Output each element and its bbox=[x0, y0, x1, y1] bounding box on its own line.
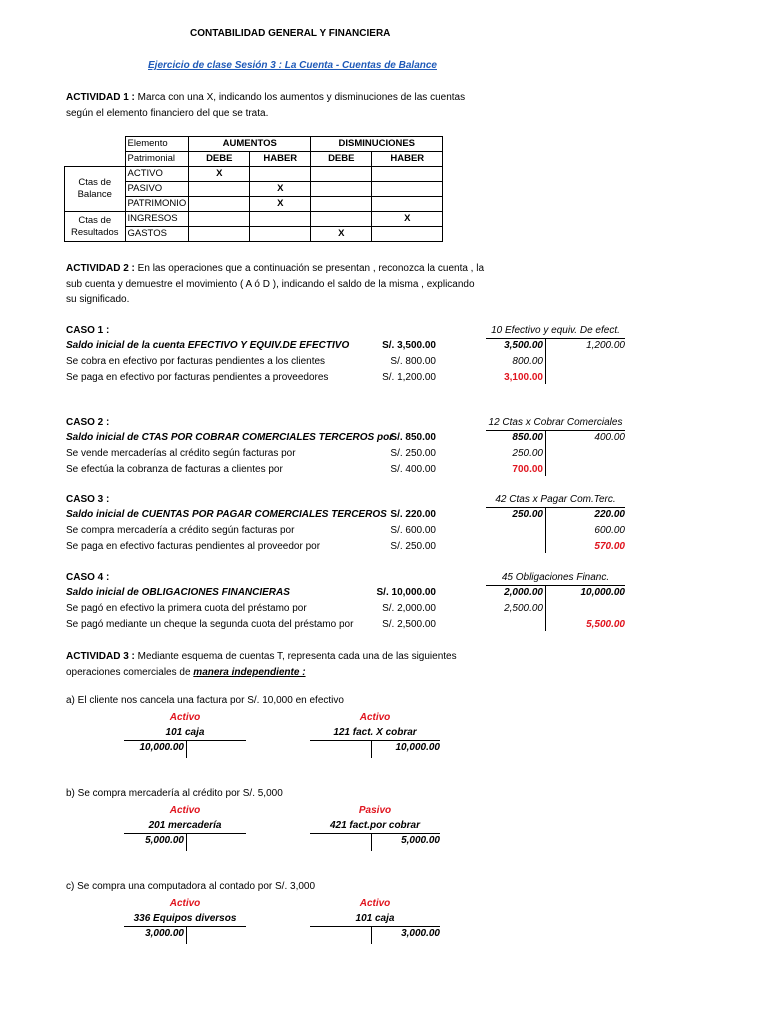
case-line-text: Se efectúa la cobranza de facturas a clientes por bbox=[66, 464, 283, 475]
t-debe-value: 2,500.00 bbox=[504, 603, 543, 614]
t-account-vline bbox=[545, 507, 546, 553]
t-haber-value: 220.00 bbox=[594, 509, 625, 520]
case-line-amount: S/. 250.00 bbox=[390, 448, 436, 459]
case-line-text: Saldo inicial de CUENTAS POR PAGAR COMERCIALES TERCEROS bbox=[66, 509, 387, 520]
balance-value: 5,500.00 bbox=[586, 619, 625, 630]
case-line-text: Se pagó mediante un cheque la segunda cuota del préstamo por bbox=[66, 619, 354, 630]
balance-value: 700.00 bbox=[512, 464, 543, 475]
t-account-name: 101 caja bbox=[165, 727, 205, 738]
case-label: CASO 4 : bbox=[66, 572, 110, 583]
t-account-name: 201 mercadería bbox=[148, 820, 222, 831]
t-haber-value: 10,000.00 bbox=[580, 587, 625, 598]
t-debe-value: 2,000.00 bbox=[504, 587, 543, 598]
group-resultados: Ctas de Resultados bbox=[65, 212, 126, 242]
case-line-text: Se paga en efectivo por facturas pendientes a proveedores bbox=[66, 372, 329, 383]
case-label: CASO 2 : bbox=[66, 417, 110, 428]
t-account-hline bbox=[486, 430, 625, 431]
t-account-hline bbox=[486, 338, 625, 339]
case-line-amount: S/. 600.00 bbox=[390, 525, 436, 536]
t-account-vline bbox=[371, 833, 372, 851]
t-haber-value: 600.00 bbox=[594, 525, 625, 536]
case-line-amount: S/. 10,000.00 bbox=[376, 587, 436, 598]
case-line-amount: S/. 400.00 bbox=[390, 464, 436, 475]
t-account-hline bbox=[124, 833, 246, 834]
case-label: CASO 3 : bbox=[66, 494, 110, 505]
t-debe-value: 3,500.00 bbox=[504, 340, 543, 351]
t-account-vline bbox=[545, 338, 546, 384]
case-line-amount: S/. 220.00 bbox=[390, 509, 436, 520]
activity3-intro: ACTIVIDAD 3 : Mediante esquema de cuentas T, representa cada una de las siguientes operaciones comerciales de manera independiente : bbox=[66, 651, 457, 678]
t-account-vline bbox=[371, 926, 372, 944]
t-account-hline bbox=[310, 926, 440, 927]
t-account-hline bbox=[310, 740, 440, 741]
activity1-intro: ACTIVIDAD 1 : Marca con una X, indicando los aumentos y disminuciones de las cuentas según el elemento financiero del que se trata. bbox=[66, 92, 466, 119]
case-line-amount: S/. 2,000.00 bbox=[382, 603, 436, 614]
case-label: CASO 1 : bbox=[66, 325, 110, 336]
case-line-text: Saldo inicial de la cuenta EFECTIVO Y EQUIV.DE EFECTIVO bbox=[66, 340, 350, 351]
activity1-label: ACTIVIDAD 1 : bbox=[66, 92, 135, 103]
t-debe-value: 250.00 bbox=[512, 509, 543, 520]
t-account-vline bbox=[186, 740, 187, 758]
t-account-name: 121 fact. X cobrar bbox=[333, 727, 417, 738]
t-account-title: 10 Efectivo y equiv. De efect. bbox=[491, 325, 620, 336]
group-balance: Ctas de Balance bbox=[65, 167, 126, 212]
t-account-type: Activo bbox=[359, 712, 391, 723]
t-haber-value: 3,000.00 bbox=[401, 928, 440, 939]
balance-value: 3,100.00 bbox=[504, 372, 543, 383]
case-line-text: Se cobra en efectivo por facturas pendientes a los clientes bbox=[66, 356, 326, 367]
activity3-label: ACTIVIDAD 3 : bbox=[66, 651, 135, 662]
t-debe-value: 3,000.00 bbox=[145, 928, 184, 939]
t-account-title: 45 Obligaciones Financ. bbox=[501, 572, 610, 583]
case-line-amount: S/. 850.00 bbox=[390, 432, 436, 443]
case-line-text: Se compra mercadería a crédito según facturas por bbox=[66, 525, 295, 536]
operation-text: c) Se compra una computadora al contado por S/. 3,000 bbox=[66, 881, 316, 892]
operation-text: b) Se compra mercadería al crédito por S/. 5,000 bbox=[66, 788, 283, 799]
t-debe-value: 800.00 bbox=[512, 356, 543, 367]
document-title: CONTABILIDAD GENERAL Y FINANCIERA bbox=[190, 28, 391, 39]
t-debe-value: 5,000.00 bbox=[145, 835, 184, 846]
t-account-hline bbox=[124, 740, 246, 741]
t-account-name: 336 Equipos diversos bbox=[133, 913, 237, 924]
table-row: Ctas de Balance ACTIVO X bbox=[65, 167, 443, 182]
table-row: Ctas de Resultados INGRESOS X bbox=[65, 212, 443, 227]
t-account-hline bbox=[124, 926, 246, 927]
t-account-vline bbox=[186, 926, 187, 944]
t-account-type: Activo bbox=[169, 712, 201, 723]
case-line-text: Saldo inicial de OBLIGACIONES FINANCIERAS bbox=[66, 587, 290, 598]
document-subtitle-link[interactable]: Ejercicio de clase Sesión 3 : La Cuenta - Cuentas de Balance bbox=[148, 60, 437, 71]
t-debe-value: 850.00 bbox=[512, 432, 543, 443]
table-row: GASTOS X bbox=[65, 227, 443, 242]
t-account-title: 42 Ctas x Pagar Com.Terc. bbox=[495, 494, 616, 505]
t-account-hline bbox=[310, 833, 440, 834]
t-account-type: Activo bbox=[169, 805, 201, 816]
t-debe-value: 10,000.00 bbox=[139, 742, 184, 753]
operation-text: a) El cliente nos cancela una factura por S/. 10,000 en efectivo bbox=[66, 695, 344, 706]
t-account-vline bbox=[545, 430, 546, 476]
case-line-amount: S/. 3,500.00 bbox=[382, 340, 436, 351]
t-account-vline bbox=[545, 585, 546, 631]
t-haber-value: 400.00 bbox=[594, 432, 625, 443]
table-row: PATRIMONIO X bbox=[65, 197, 443, 212]
t-account-name: 101 caja bbox=[355, 913, 395, 924]
case-line-amount: S/. 800.00 bbox=[390, 356, 436, 367]
t-account-type: Activo bbox=[169, 898, 201, 909]
t-account-name: 421 fact.por cobrar bbox=[329, 820, 421, 831]
case-line-text: Saldo inicial de CTAS POR COBRAR COMERCIALES TERCEROS por bbox=[66, 432, 394, 443]
t-account-type: Pasivo bbox=[358, 805, 392, 816]
t-haber-value: 1,200.00 bbox=[586, 340, 625, 351]
t-account-vline bbox=[186, 833, 187, 851]
t-account-hline bbox=[486, 585, 625, 586]
t-account-hline bbox=[486, 507, 625, 508]
case-line-text: Se vende mercaderías al crédito según facturas por bbox=[66, 448, 296, 459]
case-line-text: Se paga en efectivo facturas pendientes al proveedor por bbox=[66, 541, 321, 552]
activity2-intro: ACTIVIDAD 2 : En las operaciones que a continuación se presentan , reconozca la cuenta , la sub cuenta y demuestre el movimiento ( A ó D ), indicando el saldo de la misma , explicando su significado. bbox=[66, 263, 485, 305]
t-haber-value: 5,000.00 bbox=[401, 835, 440, 846]
activity1-table: Elemento AUMENTOS DISMINUCIONES Patrimonial DEBE HABER DEBE HABER Ctas de Balance ACTIVO X PASIVO X PATRIMONIO X Ctas de Resultados INGRESOS X GASTOS X bbox=[64, 136, 443, 242]
case-line-text: Se pagó en efectivo la primera cuota del préstamo por bbox=[66, 603, 307, 614]
case-line-amount: S/. 250.00 bbox=[390, 541, 436, 552]
case-line-amount: S/. 1,200.00 bbox=[382, 372, 436, 383]
t-haber-value: 10,000.00 bbox=[395, 742, 440, 753]
case-line-amount: S/. 2,500.00 bbox=[382, 619, 436, 630]
t-debe-value: 250.00 bbox=[512, 448, 543, 459]
t-account-title: 12 Ctas x Cobrar Comerciales bbox=[488, 417, 623, 428]
activity2-label: ACTIVIDAD 2 : bbox=[66, 263, 135, 274]
t-account-type: Activo bbox=[359, 898, 391, 909]
emphasis-text: manera independiente : bbox=[193, 666, 306, 678]
t-account-vline bbox=[371, 740, 372, 758]
table-row: PASIVO X bbox=[65, 182, 443, 197]
balance-value: 570.00 bbox=[594, 541, 625, 552]
